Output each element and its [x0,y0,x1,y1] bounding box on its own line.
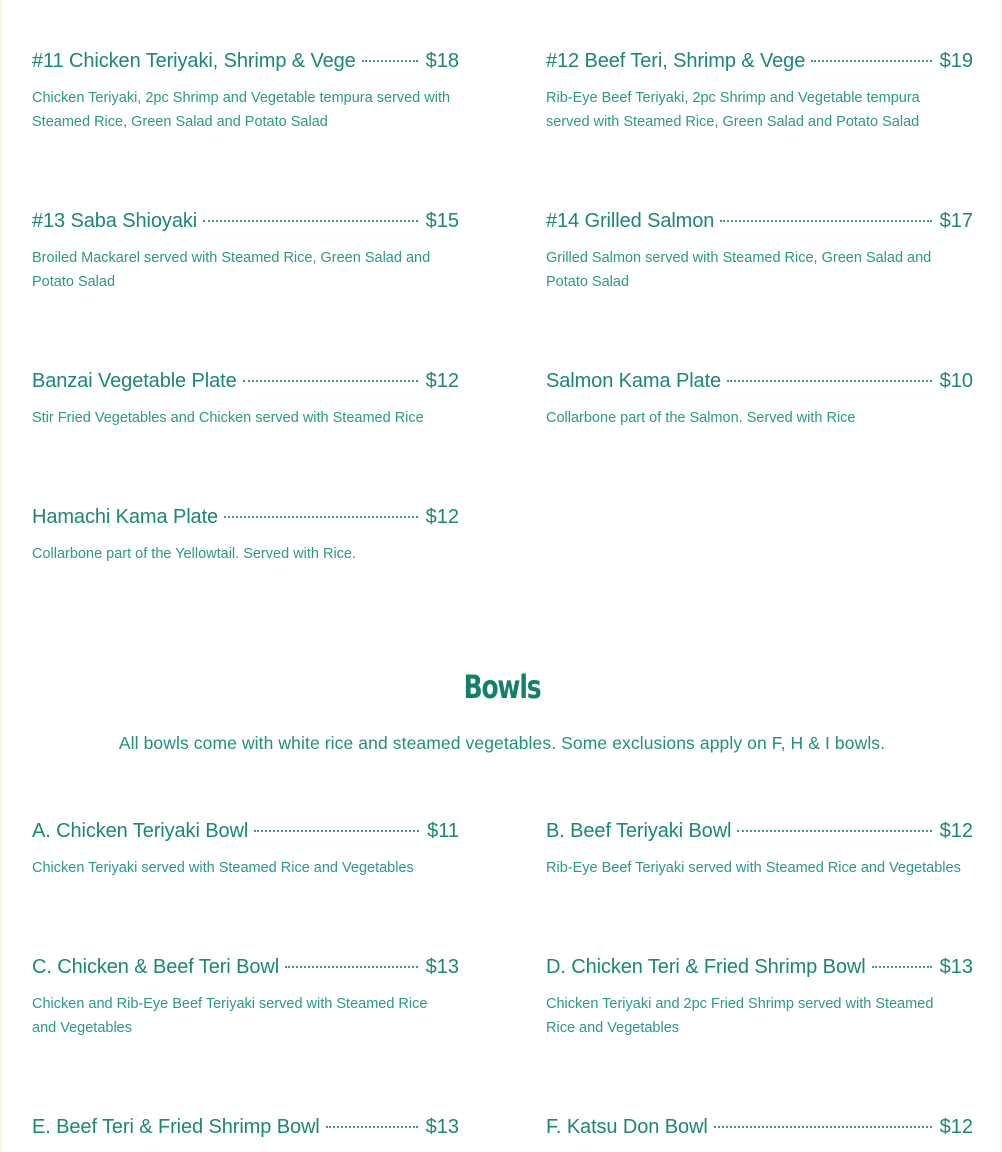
menu-item [546,207,973,294]
menu-item-header [546,367,973,395]
menu-item-description: Rib-Eye Beef Teriyaki, 2pc Shrimp and Vegetable tempura served with Steamed Rice, Green Salad and Potato Salad [546,90,920,130]
menu-item-description: Stir Fried Vegetables and Chicken served with Steamed Rice [32,410,424,426]
menu-item-description: Collarbone part of the Salmon. Served with Rice [546,410,856,426]
menu-item-name: C. Chicken & Beef Teri Bowl [32,956,280,978]
dot-leader [285,966,418,968]
menu-item [546,1113,973,1141]
section-title: Bowls [463,668,541,706]
menu-item-name: #12 Beef Teri, Shrimp & Vege [546,50,806,72]
menu-item-name: D. Chicken Teri & Fried Shrimp Bowl [546,956,866,978]
menu-item-header [546,1113,973,1141]
dot-leader [737,830,931,832]
menu-item [32,1113,459,1141]
menu-item-description: Rib-Eye Beef Teriyaki served with Steamed Rice and Vegetables [546,860,961,876]
menu-item-price: $12 [425,370,459,392]
menu-item-header [32,503,459,531]
dot-leader [254,830,419,832]
menu-item-description: Chicken and Rib-Eye Beef Teriyaki served with Steamed Rice and Vegetables [32,996,428,1036]
menu-item-price: $12 [425,506,459,528]
menu-item-header [546,47,973,75]
menu-item [32,367,459,430]
menu-item-price: $17 [939,210,973,232]
menu-item-description: Broiled Mackarel served with Steamed Rice, Green Salad and Potato Salad [32,250,431,290]
menu-item-price: $18 [425,50,459,72]
menu-item-name: A. Chicken Teriyaki Bowl [32,820,249,842]
menu-item-description: Grilled Salmon served with Steamed Rice, Green Salad and Potato Salad [546,250,932,290]
dot-leader [243,380,418,382]
menu-item-price: $19 [939,50,973,72]
menu-item [32,817,459,880]
menu-item [32,207,459,294]
dot-leader [872,966,932,968]
dot-leader [362,60,418,62]
menu-item [546,817,973,880]
dot-leader [720,220,931,222]
menu-item-header [546,817,973,845]
menu-item [546,367,973,430]
menu-item [32,953,459,1040]
menu-item-header [32,817,459,845]
menu-item [546,47,973,134]
menu-item-description: Chicken Teriyaki and 2pc Fried Shrimp served with Steamed Rice and Vegetables [546,996,934,1036]
menu-item [32,503,459,566]
menu-item-price: $10 [939,370,973,392]
menu-item-description: Chicken Teriyaki served with Steamed Rice and Vegetables [32,860,414,876]
dot-leader [326,1126,418,1128]
menu-item-price: $13 [425,956,459,978]
menu-item-header [32,367,459,395]
menu-item-header [32,47,459,75]
menu-item-name: #13 Saba Shioyaki [32,210,198,232]
menu-item-name: Hamachi Kama Plate [32,506,219,528]
menu-item-header [546,207,973,235]
dot-leader [203,220,418,222]
menu-item-name: #14 Grilled Salmon [546,210,715,232]
menu-item-name: #11 Chicken Teriyaki, Shrimp & Vege [32,50,356,72]
menu-item-price: $12 [939,1116,973,1138]
dot-leader [727,380,932,382]
menu-item-name: F. Katsu Don Bowl [546,1116,708,1138]
menu-item-description: Collarbone part of the Yellowtail. Served with Rice. [32,546,357,562]
menu-item-price: $15 [425,210,459,232]
menu-item-name: E. Beef Teri & Fried Shrimp Bowl [32,1116,320,1138]
menu-item-name: B. Beef Teriyaki Bowl [546,820,732,842]
menu-item-header [32,1113,459,1141]
menu-item-name: Salmon Kama Plate [546,370,722,392]
menu-item-header [32,207,459,235]
menu-item-header [546,953,973,981]
dot-leader [224,516,418,518]
dot-leader [811,60,931,62]
menu-item-header [32,953,459,981]
menu-item-description: Chicken Teriyaki, 2pc Shrimp and Vegetable tempura served with Steamed Rice, Green Salad and Potato Salad [32,90,451,130]
menu-item-name: Banzai Vegetable Plate [32,370,237,392]
section-subtitle: All bowls come with white rice and steamed vegetables. Some exclusions apply on F, H & I bowls. [118,733,886,753]
menu-item-price: $13 [425,1116,459,1138]
menu-item [546,953,973,1040]
menu-item-price: $11 [427,820,459,842]
menu-item-price: $12 [939,820,973,842]
menu-item-price: $13 [939,956,973,978]
dot-leader [714,1126,932,1128]
menu-item [32,47,459,134]
